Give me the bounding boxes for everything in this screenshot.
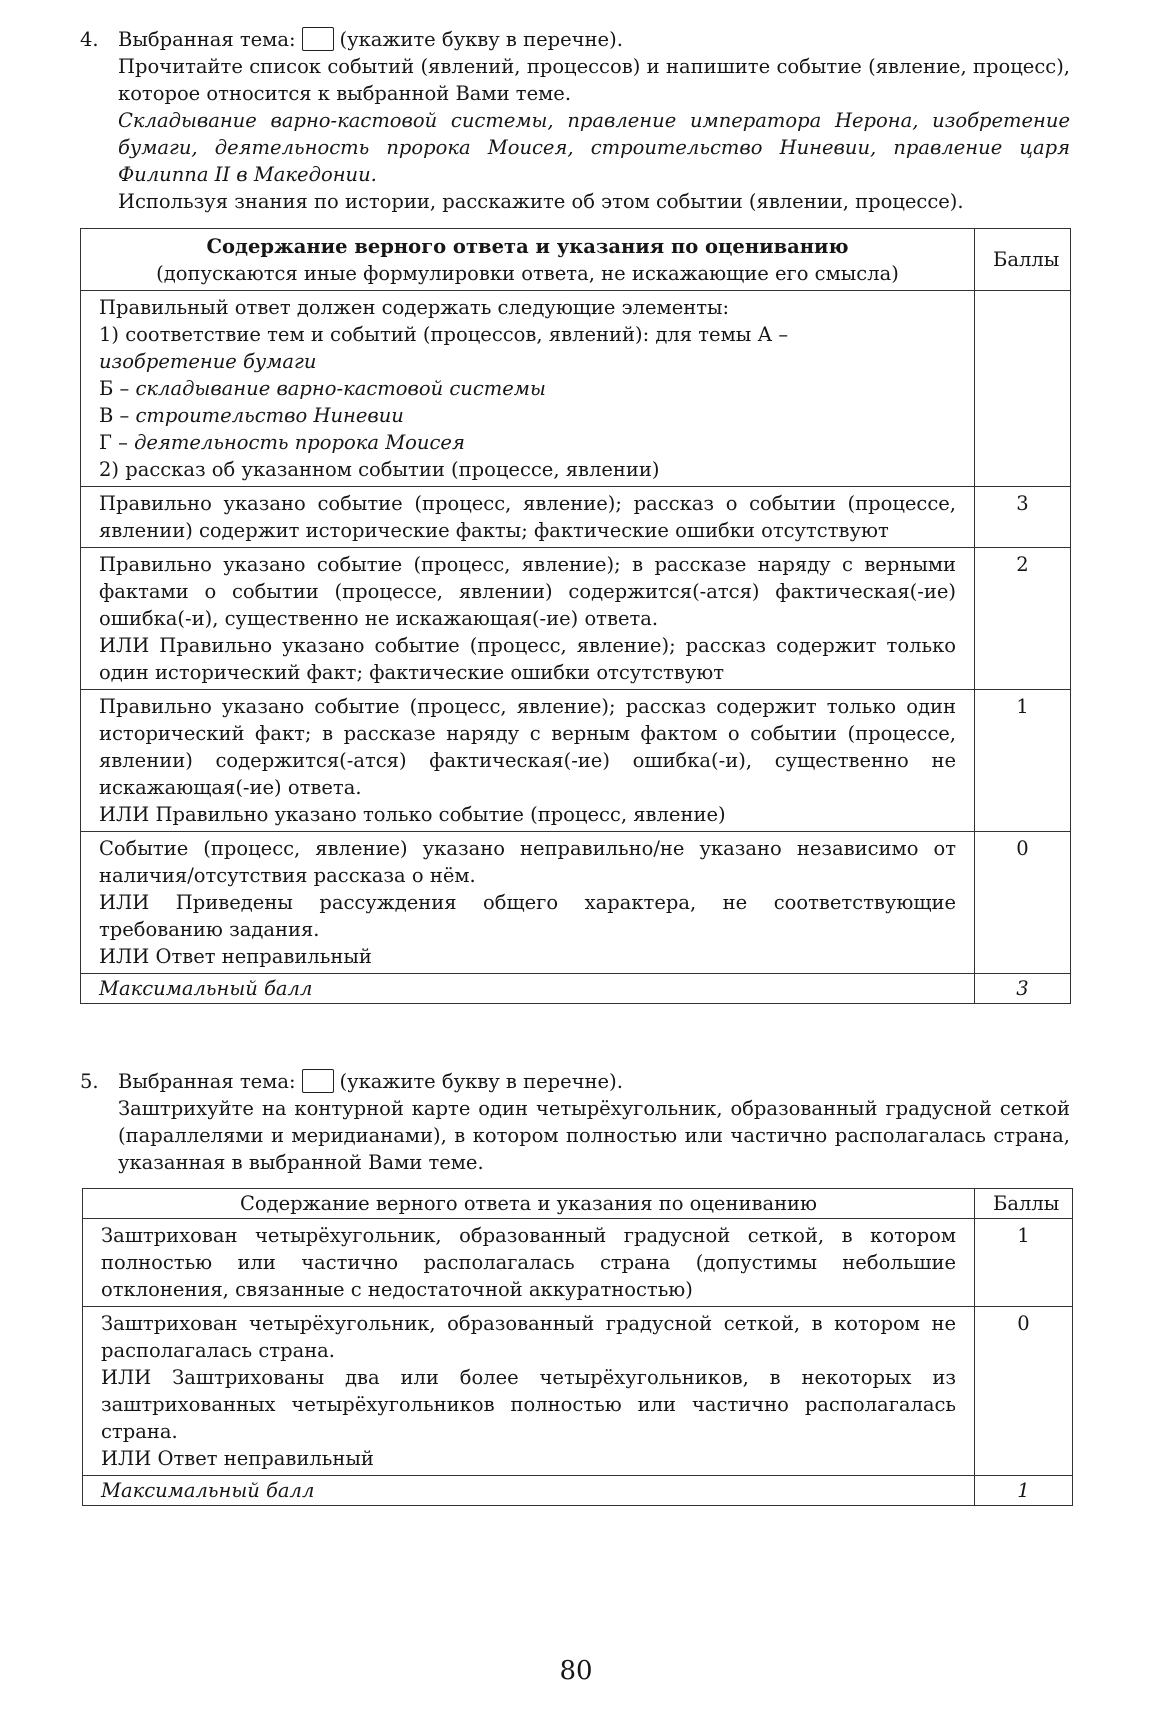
table-header — [83, 1189, 1073, 1219]
criterion-part: Заштрихован четырёхугольник, образованный градусной сеткой, в котором не располагалась страна. — [101, 1312, 956, 1362]
criterion-text — [81, 832, 975, 974]
task-5-header — [80, 1068, 1070, 1095]
events-list: Складывание варно-кастовой системы, правление императора Нерона, изобретение бумаги, деятельность пророка Моисея, строительство Ниневии, правление царя Филиппа II в Македонии. — [118, 109, 1070, 186]
max-score-label: Максимальный балл — [83, 1476, 975, 1506]
task-instruction-2: Используя знания по истории, расскажите об этом событии (явлении, процессе). — [118, 190, 964, 213]
page-number: 80 — [559, 1656, 593, 1686]
answer-score-empty — [975, 291, 1071, 487]
task-instruction: Прочитайте список событий (явлений, процессов) и напишите событие (явление, процесс), которое относится к выбранной Вами теме. — [118, 55, 1070, 105]
header-score: Баллы — [975, 1189, 1073, 1219]
criterion-score: 0 — [975, 1307, 1073, 1476]
task-number: 4. — [80, 28, 99, 51]
max-score-row — [83, 1476, 1073, 1506]
header-content — [81, 229, 975, 291]
criterion-text — [81, 548, 975, 690]
criterion-part: Событие (процесс, явление) указано неправильно/не указано независимо от наличия/отсутствия рассказа о нём. — [99, 837, 956, 887]
criterion-text — [81, 690, 975, 832]
answer-box[interactable] — [302, 27, 334, 51]
criterion-score: 0 — [975, 832, 1071, 974]
criterion-part: Правильно указано событие (процесс, явление); рассказ содержит только один исторический факт; в рассказе наряду с верным фактом о событии (процессе, явлении) содержится(-атся) фактическая(-ие) ошибка(-и), существенно не искажающая(-ие) ответа. — [99, 695, 956, 799]
criterion-text: Правильно указано событие (процесс, явление); рассказ о событии (процессе, явлении) содержит исторические факты; фактические ошибки отсутствуют — [81, 487, 975, 548]
answer-event: строительство Ниневии — [135, 404, 404, 427]
criterion-row — [83, 1307, 1073, 1476]
criterion-row — [81, 832, 1071, 974]
criterion-part: Правильно указано событие (процесс, явление); в рассказе наряду с верными фактами о событии (процессе, явлении) содержится(-атся) фактическая(-ие) ошибка(-и), существенно не искажающая(-ие) ответа. — [99, 553, 956, 630]
header-title: Содержание верного ответа и указания по оцениванию — [83, 1189, 975, 1219]
task-4 — [80, 26, 1070, 215]
answer-line: изобретение бумаги — [99, 350, 317, 373]
criterion-score: 2 — [975, 548, 1071, 690]
answer-line — [99, 429, 956, 456]
task-instruction: Заштрихуйте на контурной карте один четырёхугольник, образованный градусной сеткой (параллелями и меридианами), в котором полностью или частично располагалась страна, указанная в выбранной Вами теме. — [118, 1097, 1070, 1174]
theme-prefix: Выбранная тема: — [118, 1070, 296, 1093]
criterion-row — [83, 1219, 1073, 1307]
answer-line: 2) рассказ об указанном событии (процессе, явлении) — [99, 458, 660, 481]
criterion-part: ИЛИ Приведены рассуждения общего характера, не соответствующие требованию задания. — [99, 891, 956, 941]
task-4-header — [80, 26, 1070, 53]
criteria-table-4 — [80, 228, 1071, 1004]
answer-event: деятельность пророка Моисея — [134, 431, 465, 454]
criterion-text — [83, 1307, 975, 1476]
answer-line — [99, 402, 956, 429]
answer-line: 1) соответствие тем и событий (процессов, явлений): для темы А – — [99, 323, 789, 346]
answer-event: складывание варно-кастовой системы — [135, 377, 546, 400]
criterion-part: ИЛИ Заштрихованы два или более четырёхугольников, в некоторых из заштрихованных четырёхугольников полностью или частично располагалась страна. — [101, 1366, 956, 1443]
criterion-row — [81, 690, 1071, 832]
criterion-part: ИЛИ Ответ неправильный — [101, 1447, 374, 1470]
criterion-part: ИЛИ Ответ неправильный — [99, 945, 372, 968]
answer-row — [81, 291, 1071, 487]
criterion-score: 1 — [975, 1219, 1073, 1307]
criterion-part: ИЛИ Правильно указано только событие (процесс, явление) — [99, 803, 726, 826]
max-score-row — [81, 974, 1071, 1004]
answer-box[interactable] — [302, 1069, 334, 1093]
answer-letter: В – — [99, 404, 136, 427]
header-title: Содержание верного ответа и указания по оцениванию — [206, 235, 849, 258]
criteria-table-5 — [82, 1188, 1073, 1506]
max-score-value: 3 — [975, 974, 1071, 1004]
criterion-part: ИЛИ Правильно указано событие (процесс, явление); рассказ содержит только один исторический факт; фактические ошибки отсутствуют — [99, 634, 956, 684]
theme-suffix: (укажите букву в перечне). — [339, 28, 623, 51]
answer-content — [81, 291, 975, 487]
criterion-row — [81, 487, 1071, 548]
header-score: Баллы — [975, 229, 1071, 291]
table-header — [81, 229, 1071, 291]
criterion-text: Заштрихован четырёхугольник, образованный градусной сеткой, в котором полностью или частично располагалась страна (допустимы небольшие отклонения, связанные с недостаточной аккуратностью) — [83, 1219, 975, 1307]
task-5 — [80, 1068, 1070, 1176]
answer-line — [99, 375, 956, 402]
answer-letter: Г – — [99, 431, 135, 454]
answer-line: Правильный ответ должен содержать следующие элементы: — [99, 296, 730, 319]
header-subtitle: (допускаются иные формулировки ответа, не искажающие его смысла) — [156, 262, 899, 285]
criterion-score: 3 — [975, 487, 1071, 548]
max-score-value: 1 — [975, 1476, 1073, 1506]
max-score-label: Максимальный балл — [81, 974, 975, 1004]
answer-letter: Б – — [99, 377, 136, 400]
criterion-row — [81, 548, 1071, 690]
task-number: 5. — [80, 1070, 99, 1093]
theme-suffix: (укажите букву в перечне). — [339, 1070, 623, 1093]
theme-prefix: Выбранная тема: — [118, 28, 296, 51]
criterion-score: 1 — [975, 690, 1071, 832]
